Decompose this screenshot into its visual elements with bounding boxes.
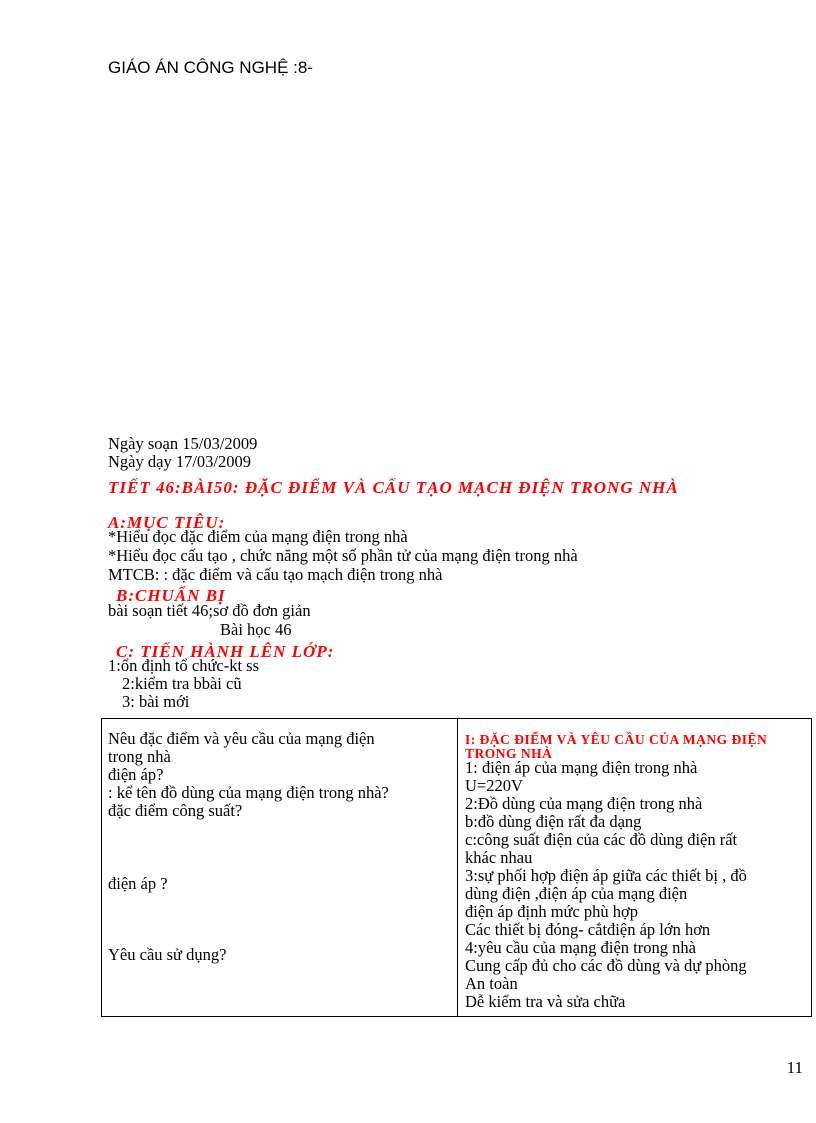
- objective-line: MTCB: : đặc điểm và cấu tạo mạch điện trong nhà: [108, 565, 443, 584]
- teach-date: Ngày dạy 17/03/2009: [108, 452, 251, 471]
- content-line: khác nhau: [465, 848, 533, 867]
- content-line: Các thiết bị đóng- cắtđiện áp lớn hơn: [465, 920, 711, 939]
- content-cell: [458, 719, 812, 1017]
- section-a-heading: A:MỤC TIÊU:: [108, 513, 226, 532]
- question-line: đặc điểm công suất?: [108, 801, 243, 820]
- procedure-line: 3: bài mới: [122, 692, 190, 711]
- content-line: 2:Đồ dùng của mạng điện trong nhà: [465, 794, 703, 813]
- question-line: : kể tên đồ dùng của mạng điện trong nhà?: [108, 783, 389, 802]
- question-line: Nêu đặc điểm và yêu cầu của mạng điện: [108, 729, 375, 748]
- page-number: 11: [786, 1058, 803, 1077]
- content-line: c:công suất điện của các đồ dùng điện rất: [465, 830, 738, 849]
- content-line: An toàn: [465, 974, 518, 993]
- section-c-heading: C: TIẾN HÀNH LÊN LỚP:: [116, 642, 335, 661]
- content-line: 3:sự phối hợp điện áp giữa các thiết bị , đồ: [465, 866, 747, 885]
- procedure-line: 1:ổn định tổ chức-kt ss: [108, 656, 260, 675]
- content-line: Cung cấp đủ cho các đồ dùng và dự phòng: [465, 956, 747, 975]
- objective-line: *Hiểu đọc đặc điểm của mạng điện trong nhà: [108, 527, 408, 546]
- lesson-title: TIẾT 46:BÀI50: ĐẶC ĐIỂM VÀ CẤU TẠO MẠCH ĐIỆN TRONG NHÀ: [108, 478, 679, 497]
- table-row: [102, 719, 812, 1017]
- content-line: Dễ kiểm tra và sửa chữa: [465, 992, 626, 1011]
- preparation-line: bài soạn tiết 46;sơ đồ đơn giản: [108, 601, 311, 620]
- content-line: dùng điện ,điện áp của mạng điện: [465, 884, 688, 903]
- teacher-questions-cell: [102, 719, 458, 1017]
- procedure-line: 2:kiểm tra bbài cũ: [122, 674, 242, 693]
- content-line: U=220V: [465, 776, 523, 795]
- objective-line: *Hiểu đọc cấu tạo , chức năng một số phần tử của mạng điện trong nhà: [108, 546, 578, 565]
- question-line: điện áp ?: [108, 874, 168, 893]
- preparation-line: Bài học 46: [220, 620, 292, 639]
- question-line: Yêu cầu sử dụng?: [108, 945, 227, 964]
- section-b-heading: B:CHUẨN BỊ: [116, 586, 226, 605]
- document-header: GIÁO ÁN CÔNG NGHỆ :8-: [108, 58, 313, 77]
- lesson-table: [101, 718, 812, 1017]
- content-line: 4:yêu cầu của mạng điện trong nhà: [465, 938, 696, 957]
- question-line: điện áp?: [108, 765, 164, 784]
- content-line: b:đồ dùng điện rất đa dạng: [465, 812, 642, 831]
- content-line: 1: điện áp của mạng điện trong nhà: [465, 758, 698, 777]
- question-line: trong nhà: [108, 747, 171, 766]
- prep-date: Ngày soạn 15/03/2009: [108, 434, 258, 453]
- content-line: điện áp định mức phù hợp: [465, 902, 639, 921]
- content-heading: I: ĐẶC ĐIỂM VÀ YÊU CẦU CỦA MẠNG ĐIỆN TRONG NHÀ: [465, 732, 768, 761]
